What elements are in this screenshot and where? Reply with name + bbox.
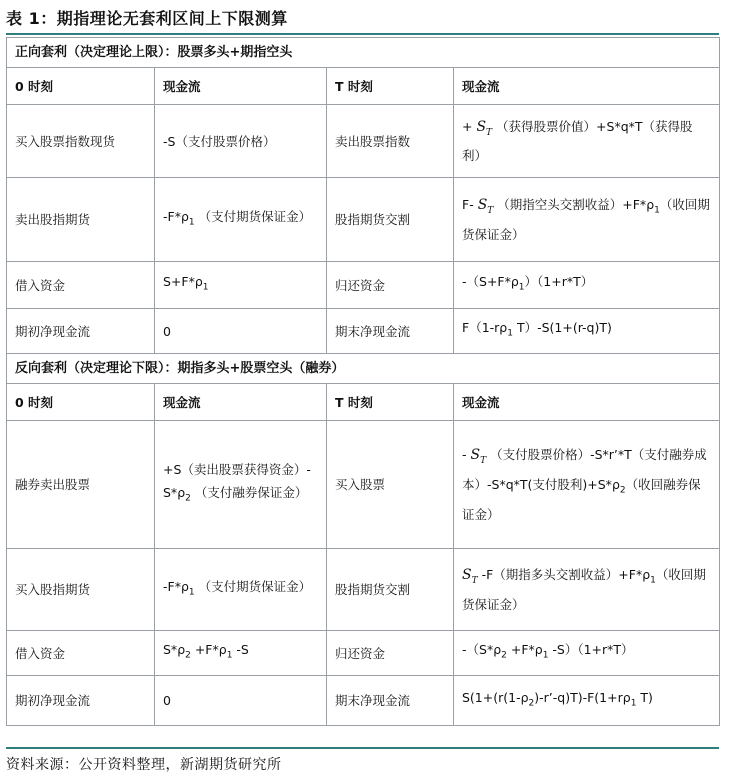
table-cell: 归还资金 <box>327 262 454 309</box>
table-cell: $S_T$ -F（期指多头交割收益）$+F*\rho_1$（收回期货保证金） <box>454 549 720 631</box>
table-cell: +S（卖出股票获得资金）$-S*\rho_2$ （支付融券保证金） <box>155 421 327 549</box>
table-cell: 借入资金 <box>7 631 155 676</box>
column-header: 现金流 <box>454 68 720 105</box>
table-cell: 期初净现金流 <box>7 676 155 726</box>
table-cell: 卖出股指期货 <box>7 178 155 262</box>
table-cell: $-(S*\rho_2 +F*\rho_1$ -S）（1+r*T） <box>454 631 720 676</box>
title-rule <box>6 33 719 35</box>
table-cell: 融券卖出股票 <box>7 421 155 549</box>
table-title: 表 1：期指理论无套利区间上下限测算 <box>6 9 288 28</box>
table-cell: 期末净现金流 <box>327 309 454 354</box>
table-cell: 卖出股票指数 <box>327 105 454 178</box>
arbitrage-table <box>6 37 720 726</box>
table-row <box>7 549 720 631</box>
column-header: 现金流 <box>155 384 327 421</box>
table-cell: - $S_T$ （支付股票价格）-S*r’*T（支付融券成本）-S*q*T(支付股利)$+S*\rho_2$（收回融券保证金） <box>454 421 720 549</box>
column-header-row <box>7 68 720 105</box>
table-row <box>7 105 720 178</box>
table-cell: 0 <box>155 309 327 354</box>
section-heading: 正向套利（决定理论上限）：股票多头+期指空头 <box>7 38 720 68</box>
table-cell: $S+F*\rho_1$ <box>155 262 327 309</box>
section-heading: 反向套利（决定理论下限）：期指多头+股票空头（融券） <box>7 354 720 384</box>
table-row <box>7 309 720 354</box>
table-cell: 归还资金 <box>327 631 454 676</box>
column-header: 现金流 <box>454 384 720 421</box>
table-cell: $S(1+(r(1-\rho_2)-r’-q)T)-F(1+r\rho_1$ T) <box>454 676 720 726</box>
table-cell: 股指期货交割 <box>327 549 454 631</box>
table-cell: $-F*\rho_1$ （支付期货保证金） <box>155 178 327 262</box>
table-cell: + $S_T$ （获得股票价值）+S*q*T（获得股利） <box>454 105 720 178</box>
table-cell: 0 <box>155 676 327 726</box>
table-cell: $-F*\rho_1$ （支付期货保证金） <box>155 549 327 631</box>
table-cell: 买入股票 <box>327 421 454 549</box>
column-header: 现金流 <box>155 68 327 105</box>
table-cell: 买入股指期货 <box>7 549 155 631</box>
bottom-rule <box>6 747 719 749</box>
table-cell: 买入股票指数现货 <box>7 105 155 178</box>
column-header: T 时刻 <box>327 384 454 421</box>
table-row <box>7 676 720 726</box>
column-header-row <box>7 384 720 421</box>
column-header: 0 时刻 <box>7 68 155 105</box>
table-cell: $-(S+F*\rho_1)(1+r*T)$ <box>454 262 720 309</box>
table-cell: F- $S_T$ （期指空头交割收益）$+F*\rho_1$（收回期货保证金） <box>454 178 720 262</box>
table-row <box>7 421 720 549</box>
column-header: 0 时刻 <box>7 384 155 421</box>
section-heading-row <box>7 354 720 384</box>
table-row <box>7 631 720 676</box>
table-cell: 期末净现金流 <box>327 676 454 726</box>
section-heading-row <box>7 38 720 68</box>
table-cell: 股指期货交割 <box>327 178 454 262</box>
table-cell: 借入资金 <box>7 262 155 309</box>
source-note: 资料来源：公开资料整理，新湖期货研究所 <box>6 757 282 773</box>
table-row <box>7 178 720 262</box>
column-header: T 时刻 <box>327 68 454 105</box>
table-cell: 期初净现金流 <box>7 309 155 354</box>
table-cell: $F(1-r\rho_1$ T）-S(1+(r-q)T) <box>454 309 720 354</box>
table-cell: -S（支付股票价格） <box>155 105 327 178</box>
table-row <box>7 262 720 309</box>
table-cell: $S*\rho_2 +F*\rho_1$ -S <box>155 631 327 676</box>
